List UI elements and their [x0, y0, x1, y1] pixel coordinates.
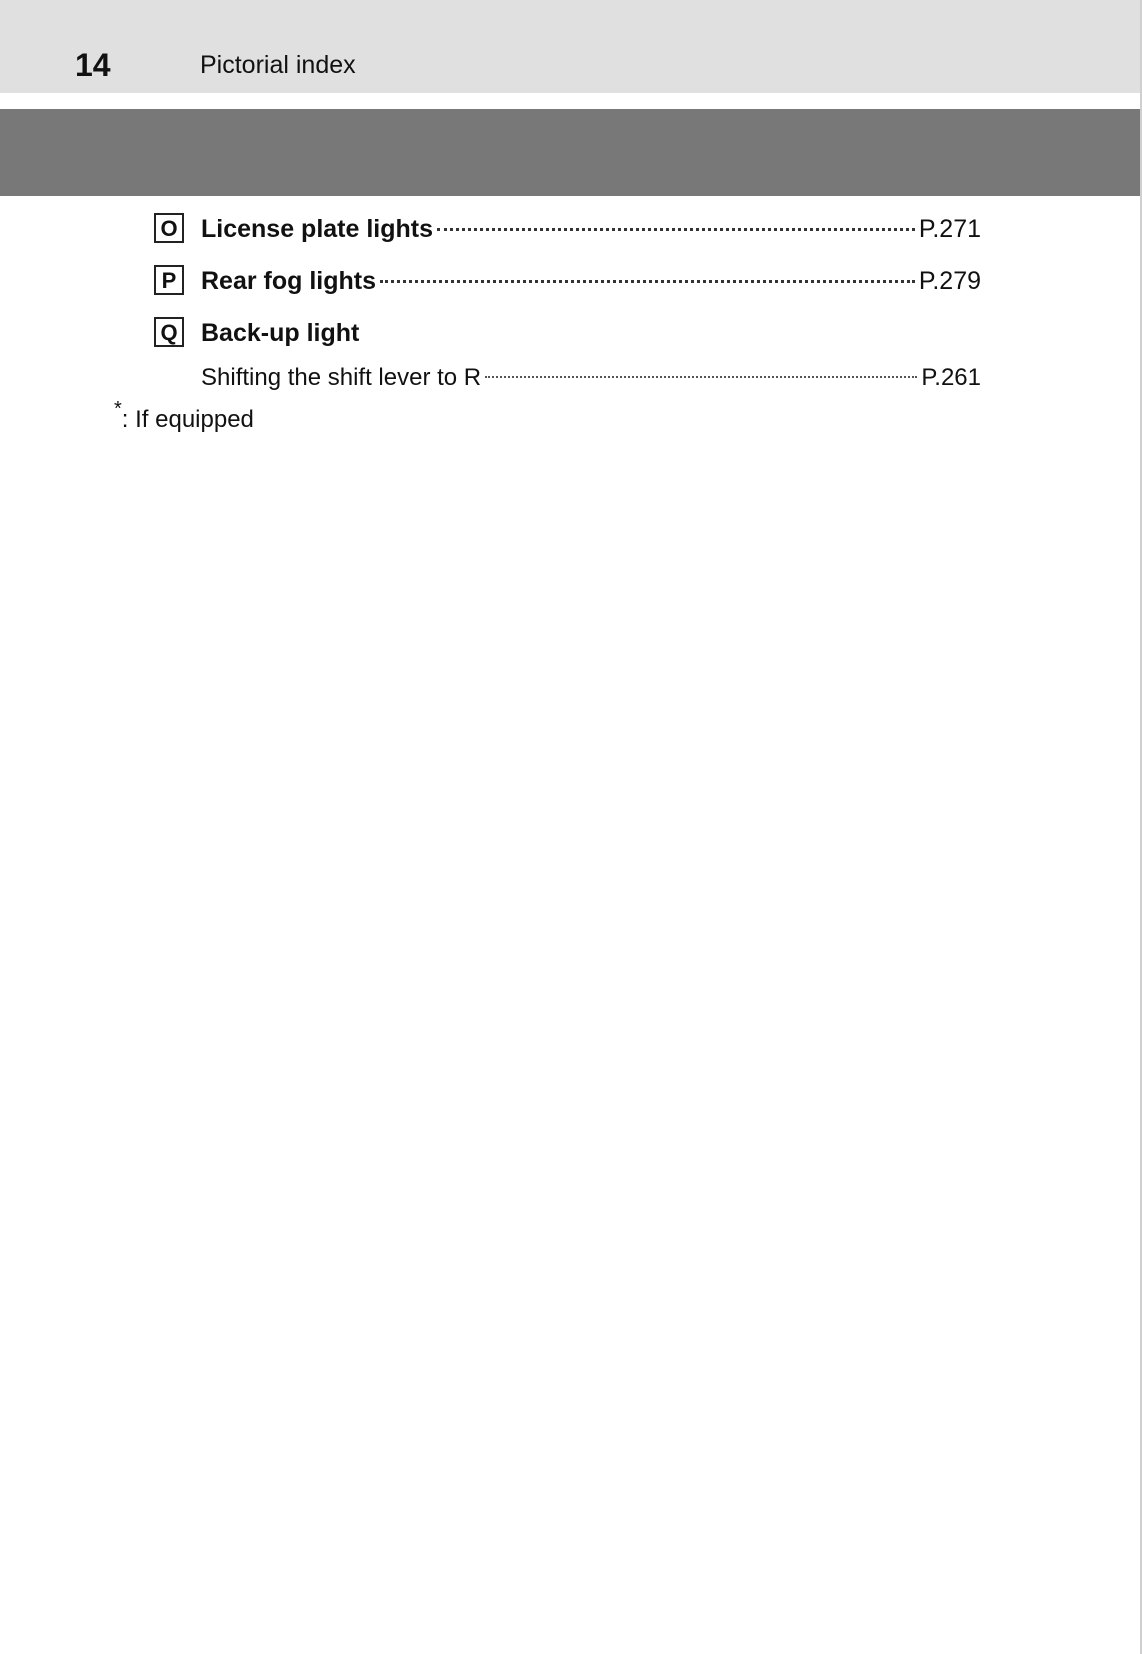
section-title: Pictorial index — [200, 51, 356, 79]
sub-entry-label: Shifting the shift lever to R — [201, 364, 482, 391]
footnote — [114, 398, 254, 439]
index-entry-license-plate-lights[interactable] — [154, 211, 981, 247]
leader-dots — [380, 280, 915, 283]
entry-badge-q: Q — [154, 317, 184, 347]
entry-line — [201, 211, 981, 247]
footnote-text: : If equipped — [121, 406, 254, 433]
entry-label: Back-up light — [201, 319, 360, 347]
header-band — [0, 109, 1142, 196]
leader-dots — [485, 376, 917, 378]
page-number: 14 — [75, 47, 111, 83]
entry-label: Rear fog lights — [201, 267, 377, 295]
page-reference-link[interactable]: P.261 — [921, 364, 981, 391]
entry-line — [201, 315, 981, 351]
index-entry-rear-fog-lights[interactable] — [154, 263, 981, 299]
index-entry-back-up-light — [154, 315, 981, 351]
entry-line — [201, 263, 981, 299]
index-sub-entry-shifting[interactable] — [201, 360, 981, 396]
page-header — [0, 0, 1142, 93]
page-reference-link[interactable]: P.271 — [918, 215, 981, 243]
entry-label: License plate lights — [201, 215, 434, 243]
leader-dots — [437, 228, 915, 231]
entry-badge-o: O — [154, 213, 184, 243]
page-reference-link[interactable]: P.279 — [918, 267, 981, 295]
entry-badge-p: P — [154, 265, 184, 295]
footnote-marker: * — [114, 398, 122, 420]
